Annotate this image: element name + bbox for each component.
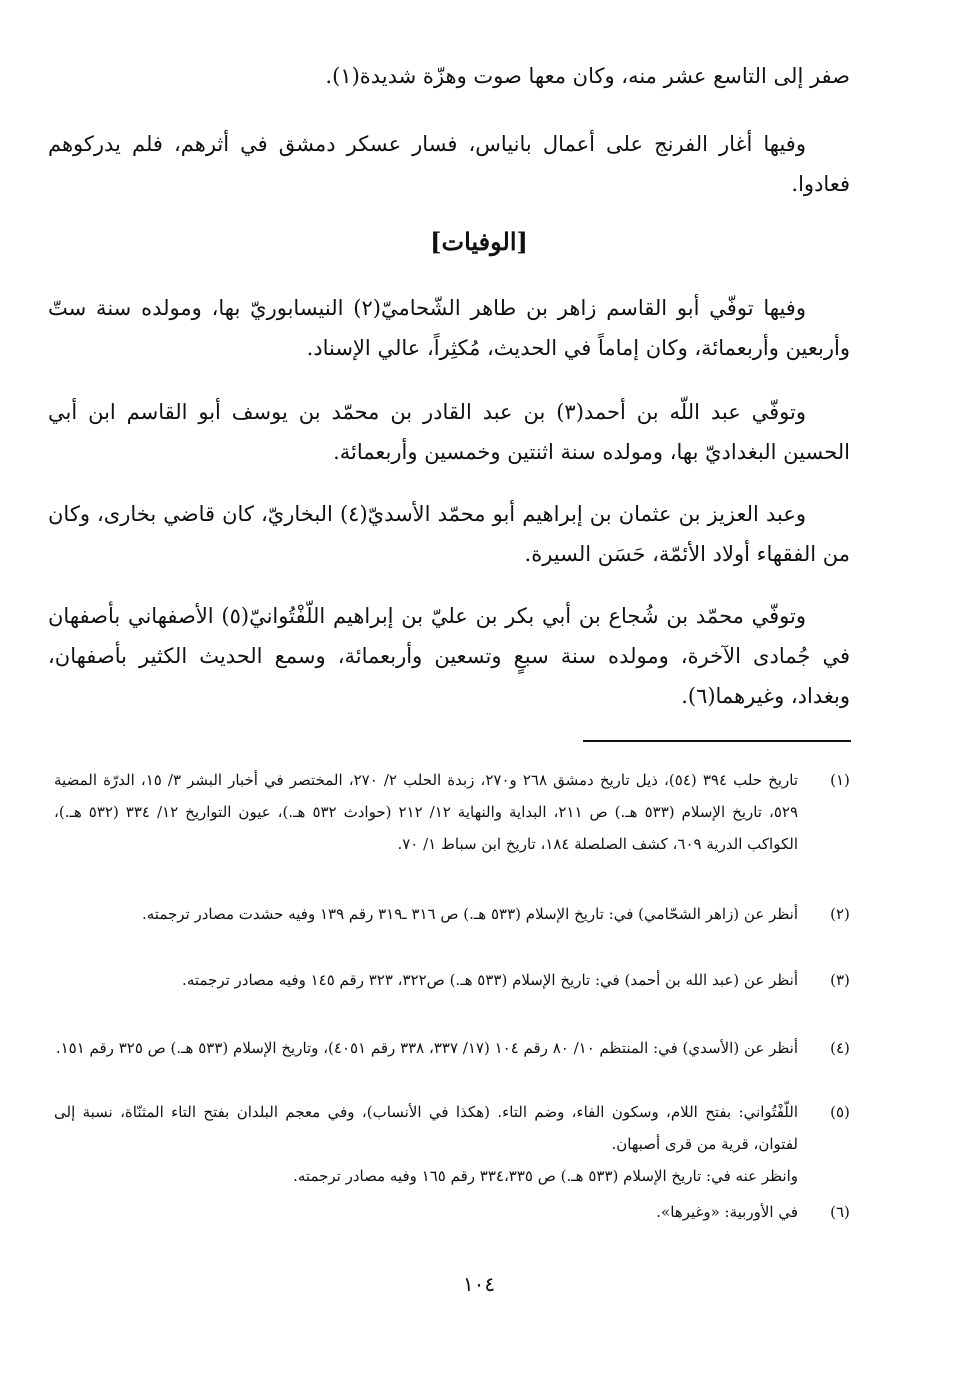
footnote-number: (١) — [830, 771, 850, 789]
footnote-3 — [54, 964, 858, 996]
body-paragraph-5: وعبد العزيز بن عثمان بن إبراهيم أبو محمّد الأسديّ(٤) البخاريّ، كان قاضي بخارى، وكان من الفقهاء أولاد الأئمّة، حَسَن السيرة. — [48, 502, 850, 566]
footnote-divider — [583, 740, 851, 742]
footnote-number: (٤) — [830, 1039, 850, 1057]
footnote-text: تاريخ حلب ٣٩٤ (٥٤)، ذيل تاريخ دمشق ٢٦٨ و٢٧٠، زبدة الحلب ٢/ ٢٧٠، المختصر في أخبار البشر ٣/ ١٥، الدرّة المضية ٥٢٩، تاريخ الإسلام (٥٣٣ هـ.) ص ٢١١، البداية والنهاية ١٢/ ٢١٢ (حوادث ٥٣٢ هـ.)، عيون التواريخ ١٢/ ٣٣٤ (٥٣٢ هـ.)، الكواكب الدرية ٦٠٩، كشف الصلصلة ١٨٤، تاريخ ابن سباط ١/ ٧٠. — [54, 771, 799, 853]
page-number: ١٠٤ — [462, 1272, 496, 1296]
footnote-text: اللّفْتُواني: بفتح اللام، وسكون الفاء، وضم التاء. (هكذا في الأنساب)، وفي معجم البلدان بفتح التاء المثنّاة، نسبة إلى لفتوان، قرية من قرى أصبهان. — [54, 1103, 798, 1153]
body-paragraph-6: وتوفّي محمّد بن شُجاع بن أبي بكر بن عليّ بن إبراهيم اللّفْتُوانيّ(٥) الأصفهاني بأصفهان في جُمادى الآخرة، ومولده سنة سبعٍ وتسعين وأربعمائة، وسمع الحديث الكثير بأصفهان، وبغداد، وغيرهما(٦). — [48, 604, 850, 708]
footnote-1 — [54, 764, 858, 860]
body-paragraph-2: وفيها أغار الفرنج على أعمال بانياس، فسار عسكر دمشق في أثرهم، فلم يدركوهم فعادوا. — [48, 132, 850, 196]
body-paragraph-1: صفر إلى التاسع عشر منه، وكان معها صوت وهزّة شديدة(١). — [325, 64, 850, 88]
section-heading: [الوفيات] — [430, 227, 528, 256]
footnote-number: (٢) — [830, 905, 850, 923]
footnote-number: (٥) — [830, 1103, 850, 1121]
body-paragraph-4: وتوفّي عبد اللّه بن أحمد(٣) بن عبد القادر بن محمّد بن يوسف أبو القاسم ابن أبي الحسين البغداديّ بها، ومولده سنة اثنتين وخمسين وأربعمائة. — [48, 400, 850, 464]
footnote-text-continued: وانظر عنه في: تاريخ الإسلام (٥٣٣ هـ.) ص ٣٣٤،٣٣٥ رقم ١٦٥ وفيه مصادر ترجمته. — [293, 1167, 798, 1185]
body-paragraph-3: وفيها توفّي أبو القاسم زاهر بن طاهر الشّحاميّ(٢) النيسابوريّ بها، ومولده سنة ستّ وأربعين وأربعمائة، وكان إماماً في الحديث، مُكثِراً، عالي الإسناد. — [48, 296, 850, 360]
footnote-4 — [54, 1032, 858, 1064]
footnote-text: في الأوربية: «وغيرها». — [656, 1203, 798, 1221]
footnote-5 — [54, 1096, 858, 1192]
footnote-6 — [54, 1196, 858, 1228]
footnote-text: أنظر عن (الأسدي) في: المنتظم ١٠/ ٨٠ رقم ١٠٤ (١٧/ ٣٣٧، ٣٣٨ رقم ٤٠٥١)، وتاريخ الإسلام (٥٣٣ هـ.) ص ٣٢٥ رقم ١٥١. — [55, 1039, 798, 1057]
footnote-text: أنظر عن (عبد الله بن أحمد) في: تاريخ الإسلام (٥٣٣ هـ.) ص٣٢٢، ٣٢٣ رقم ١٤٥ وفيه مصادر ترجمته. — [182, 971, 798, 989]
footnote-number: (٦) — [830, 1203, 850, 1221]
footnote-2 — [54, 898, 858, 930]
footnote-text: أنظر عن (زاهر الشحّامي) في: تاريخ الإسلام (٥٣٣ هـ.) ص ٣١٦ ـ٣١٩ رقم ١٣٩ وفيه حشدت مصادر ترجمته. — [142, 905, 798, 923]
footnote-number: (٣) — [830, 971, 850, 989]
